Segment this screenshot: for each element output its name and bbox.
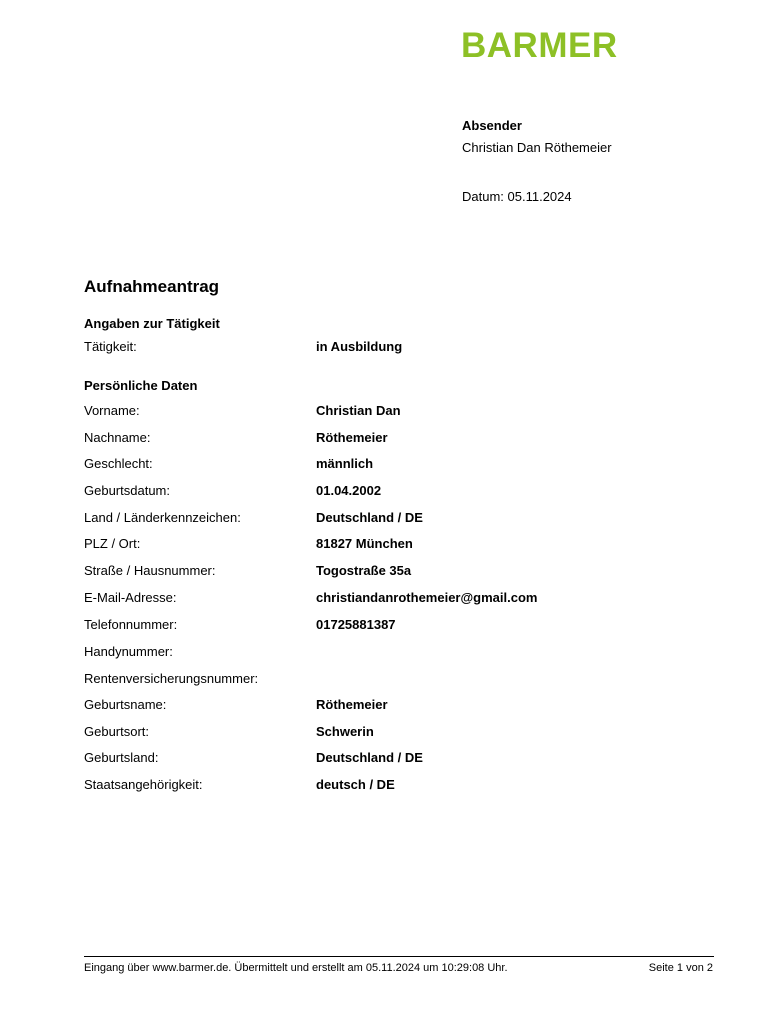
field-value: christiandanrothemeier@gmail.com [316,590,538,605]
field-value: Röthemeier [316,697,388,712]
field-value: deutsch / DE [316,777,395,792]
field-row [84,617,684,635]
field-label: Handynummer: [84,644,173,659]
field-label: Geburtsland: [84,750,159,765]
field-row [84,339,684,357]
field-label: Geburtsname: [84,697,167,712]
field-label: Tätigkeit: [84,339,137,354]
field-value: Christian Dan [316,403,401,418]
field-value: Röthemeier [316,430,388,445]
field-value: 81827 München [316,536,413,551]
field-row [84,750,684,768]
document-date: Datum: 05.11.2024 [462,189,572,204]
field-row [84,777,684,795]
sender-name: Christian Dan Röthemeier [462,140,612,155]
field-value: in Ausbildung [316,339,403,354]
field-label: PLZ / Ort: [84,536,141,551]
field-value: Deutschland / DE [316,510,423,525]
field-row [84,697,684,715]
section-heading-personal: Persönliche Daten [84,378,198,393]
field-row [84,510,684,528]
document-title: Aufnahmeantrag [84,277,220,296]
field-row [84,456,684,474]
field-row [84,483,684,501]
field-row [84,724,684,742]
field-label: Telefonnummer: [84,617,178,632]
field-label: Rentenversicherungsnummer: [84,671,259,686]
field-value: männlich [316,456,374,471]
field-value: Schwerin [316,724,374,739]
field-value: Deutschland / DE [316,750,423,765]
field-label: Geburtsort: [84,724,150,739]
field-label: Vorname: [84,403,140,418]
section-heading-activity: Angaben zur Tätigkeit [84,316,220,331]
field-row [84,430,684,448]
footer-divider [84,956,714,957]
field-row [84,563,684,581]
field-row [84,644,684,662]
field-label: Staatsangehörigkeit: [84,777,203,792]
field-label: E-Mail-Adresse: [84,590,177,605]
field-row [84,590,684,608]
footer-submission-info: Eingang über www.barmer.de. Übermittelt und erstellt am 05.11.2024 um 10:29:08 Uhr. [84,962,508,974]
field-label: Nachname: [84,430,151,445]
field-label: Geschlecht: [84,456,153,471]
field-label: Straße / Hausnummer: [84,563,216,578]
field-row [84,536,684,554]
field-row [84,403,684,421]
footer-page-number: Seite 1 von 2 [648,962,713,974]
field-value: Togostraße 35a [316,563,412,578]
field-label: Geburtsdatum: [84,483,170,498]
barmer-logo: BARMER [461,26,618,65]
field-value: 01.04.2002 [316,483,382,498]
field-label: Land / Länderkennzeichen: [84,510,241,525]
field-row [84,671,684,689]
field-value: 01725881387 [316,617,396,632]
sender-label: Absender [462,118,522,133]
